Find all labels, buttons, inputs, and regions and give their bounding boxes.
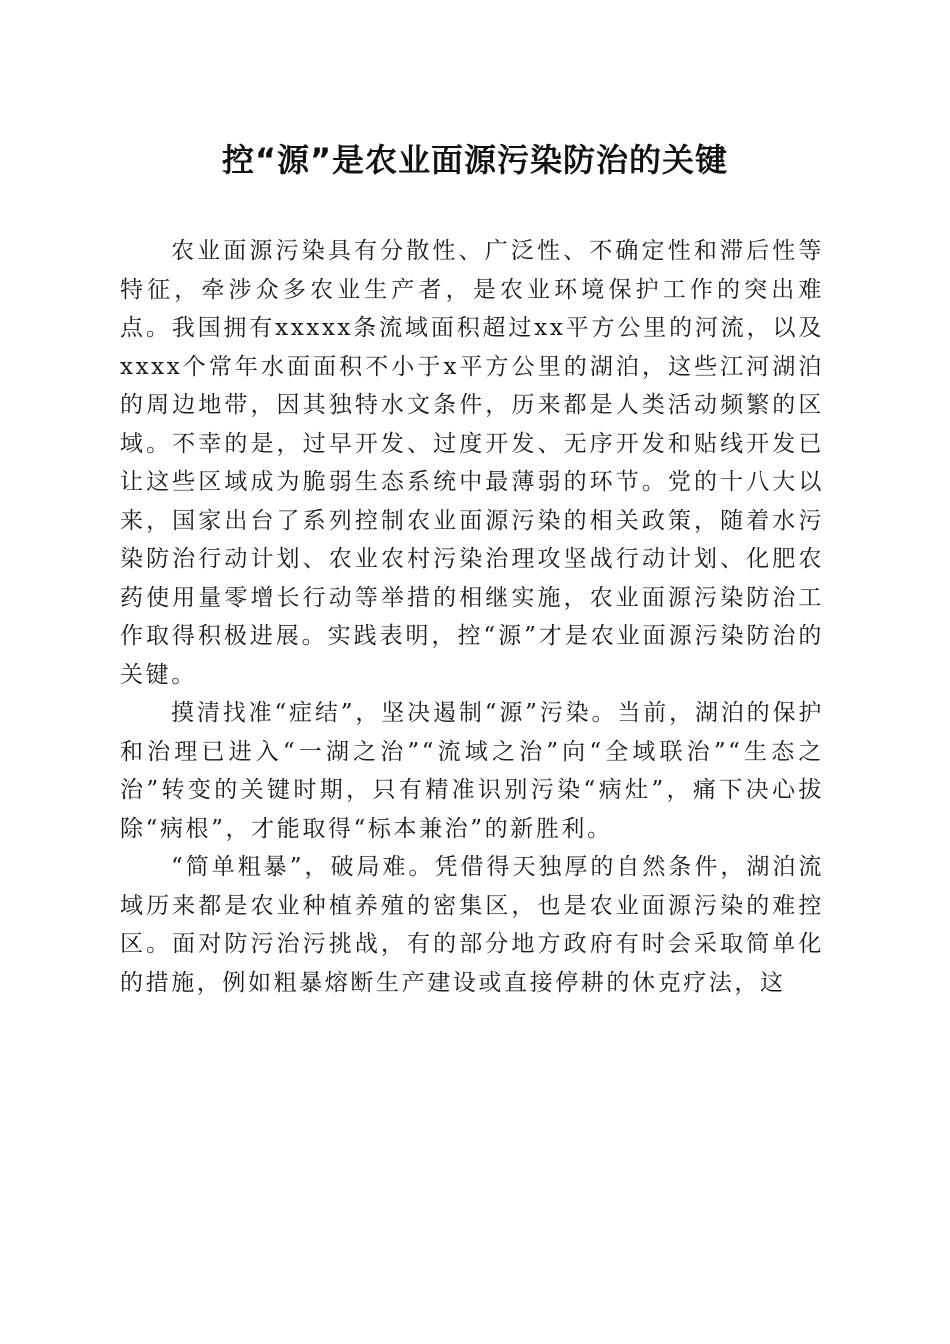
document-body [120,232,824,1002]
document-title: 控“源”是农业面源污染防治的关键 [221,141,729,179]
body-paragraph-3: “简单粗暴”，破局难。凭借得天独厚的自然条件，湖泊流域历来都是农业种植养殖的密集区，也是农业面源污染的难控区。面对防污治污挑战，有的部分地方政府有时会采取简单化的措施，例如粗暴熔断生产建设或直接停耕的休克疗法，这 [120,854,824,996]
body-paragraph-1: 农业面源污染具有分散性、广泛性、不确定性和滞后性等特征，牵涉众多农业生产者，是农业环境保护工作的突出难点。我国拥有xxxxx条流域面积超过xx平方公里的河流，以及xxxx个常年水面面积不小于x平方公里的湖泊，这些江河湖泊的周边地带，因其独特水文条件，历来都是人类活动频繁的区域。不幸的是，过早开发、过度开发、无序开发和贴线开发已让这些区域成为脆弱生态系统中最薄弱的环节。党的十八大以来，国家出台了系列控制农业面源污染的相关政策，随着水污染防治行动计划、农业农村污染治理攻坚战行动计划、化肥农药使用量零增长行动等举措的相继实施，农业面源污染防治工作取得积极进展。实践表明，控“源”才是农业面源污染防治的关键。 [120,238,824,688]
body-paragraph-2: 摸清找准“症结”，坚决遏制“源”污染。当前，湖泊的保护和治理已进入“一湖之治”“流域之治”向“全域联治”“生态之治”转变的关键时期，只有精准识别污染“病灶”，痛下决心拔除“病根”，才能取得“标本兼治”的新胜利。 [120,700,824,842]
